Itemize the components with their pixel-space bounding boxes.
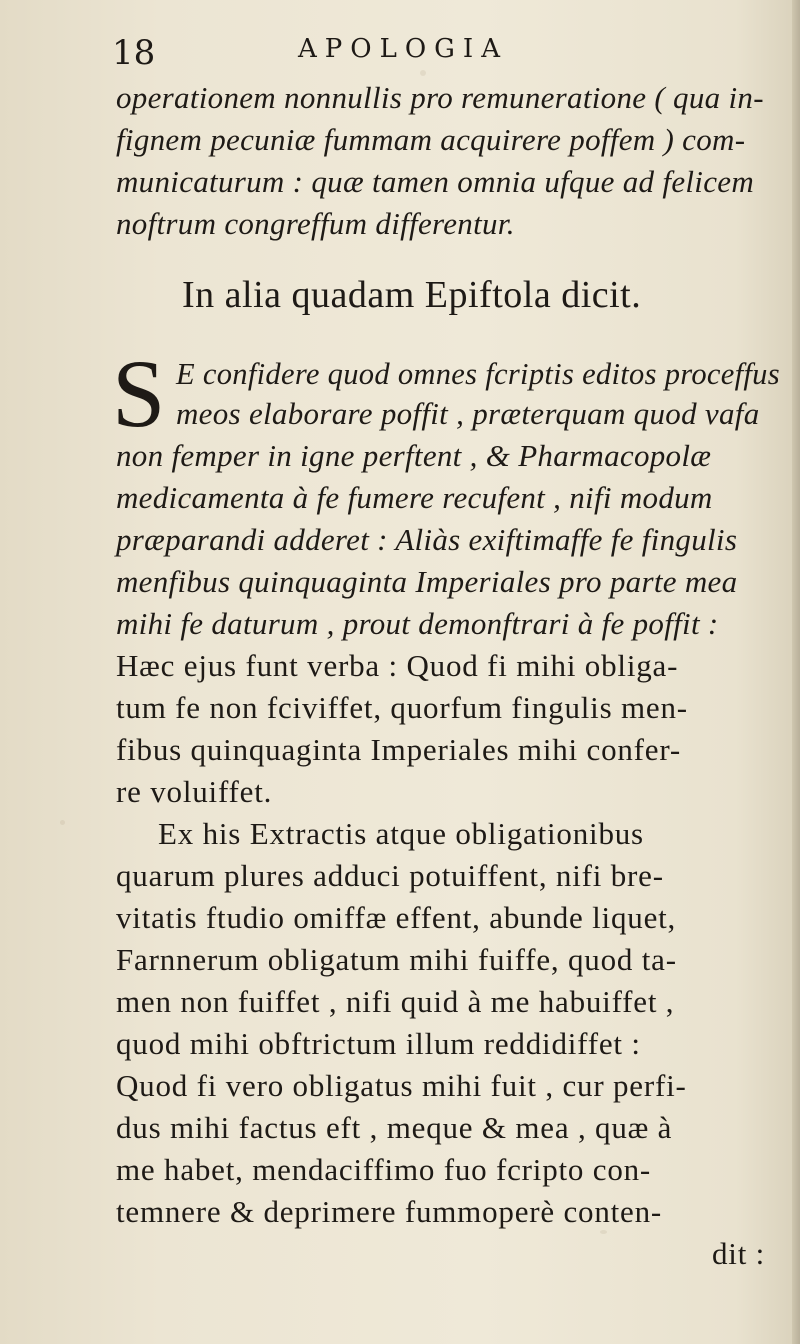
text-line: præparandi adderet : Aliàs exiftimaffe fe fingulis: [116, 522, 738, 557]
text-line: me habet, mendaciffimo fuo fcripto con-: [116, 1152, 652, 1187]
paper-spot: [420, 70, 426, 76]
drop-cap: S: [112, 340, 166, 447]
text-line: municaturum : quæ tamen omnia ufque ad felicem: [116, 164, 755, 199]
text-line: vitatis ftudio omiffæ effent, abunde liquet,: [116, 900, 677, 935]
text-line: fignem pecuniæ fummam acquirere poffem ) com-: [116, 122, 746, 157]
text-line: E confidere quod omnes fcriptis editos proceffus: [176, 356, 780, 391]
text-line: Hæc ejus funt verba : Quod fi mihi obliga-: [116, 648, 679, 683]
text-line: mihi fe daturum , prout demonftrari à fe poffit :: [116, 606, 719, 641]
text-line: Ex his Extractis atque obligationibus: [158, 816, 644, 851]
text-line: meos elaborare poffit , præterquam quod vafa: [176, 396, 760, 431]
text-line: menfibus quinquaginta Imperiales pro parte mea: [116, 564, 738, 599]
paper-spot: [60, 820, 65, 825]
text-line: fibus quinquaginta Imperiales mihi confer-: [116, 732, 681, 767]
text-line: tum fe non fciviffet, quorfum fingulis men-: [116, 690, 688, 725]
text-line: men non fuiffet , nifi quid à me habuiffet ,: [116, 984, 675, 1019]
page-edge: [792, 0, 800, 1344]
text-line: dus mihi factus eft , meque & mea , quæ à: [116, 1110, 673, 1145]
text-line: re voluiffet.: [116, 774, 273, 809]
catchword: dit :: [712, 1236, 766, 1271]
text-line: Farnnerum obligatum mihi fuiffe, quod ta-: [116, 942, 677, 977]
running-head: APOLOGIA: [298, 34, 508, 64]
text-line: Quod fi vero obligatus mihi fuit , cur perfi-: [116, 1068, 687, 1103]
text-line: temnere & deprimere fummoperè conten-: [116, 1194, 663, 1229]
text-line: noftrum congreffum differentur.: [116, 206, 515, 241]
page-number: 18: [112, 33, 156, 73]
paper-spot: [600, 1230, 607, 1234]
section-subheading: In alia quadam Epiftola dicit.: [182, 274, 642, 316]
text-line: operationem nonnullis pro remuneratione ( qua in-: [116, 80, 764, 115]
text-line: quarum plures adduci potuiffent, nifi bre-: [116, 858, 664, 893]
text-line: medicamenta à fe fumere recufent , nifi modum: [116, 480, 713, 515]
text-line: non femper in igne perftent , & Pharmacopolæ: [116, 438, 712, 473]
text-line: quod mihi obftrictum illum reddidiffet :: [116, 1026, 641, 1061]
